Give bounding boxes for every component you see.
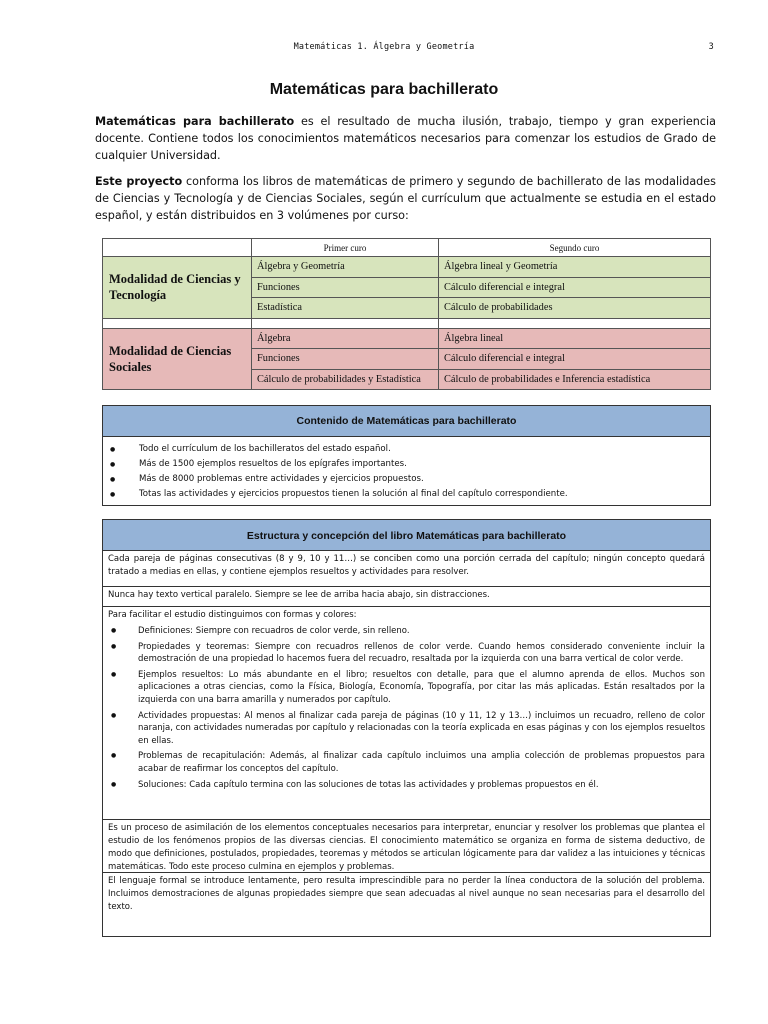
estructura-box: [102, 519, 711, 937]
estructura-lenguaje: El lenguaje formal se introduce lentamente, pero resulta imprescindible para no perder la línea conductora de la solución del problema. Incluimos demostraciones de algunas propiedades siempre que sean adecuadas al nivel aunque no sean necesarias para el desarrollo del texto.: [108, 876, 705, 912]
table-cell: Álgebra lineal y Geometría: [439, 257, 711, 278]
table-cell: Cálculo de probabilidades e Inferencia estadística: [439, 369, 711, 390]
form-term: Actividades propuestas: [138, 710, 238, 721]
spacer-cell: [439, 318, 711, 328]
table-cell: Cálculo diferencial e integral: [439, 277, 711, 298]
modality-sociales-label: Modalidad de Ciencias Sociales: [103, 328, 252, 390]
intro-lead-1: Matemáticas para bachillerato: [95, 115, 295, 128]
form-text: : Siempre con recuadros rellenos de color verde. Cuando hemos considerado conveniente incluir la demostración de una propiedad lo hacemos fuera del recuadro, resaltada por la izquierda con una barra vertical de color verde.: [138, 641, 705, 665]
list-item: [108, 750, 705, 775]
form-term: Problemas de recapitulación: [138, 751, 263, 762]
estructura-intro: Cada pareja de páginas consecutivas (8 y 9, 10 y 11…) se conciben como una porción cerrada del capítulo; ningún concepto quedará tratado a medias en ellas, y contiene ejemplos resueltos y actividades para resolver.: [103, 551, 710, 587]
courses-header-row: [103, 239, 711, 257]
estructura-title: Estructura y concepción del libro Matemáticas para bachillerato: [103, 520, 710, 551]
form-text: : Siempre con recuadros de color verde, sin relleno.: [190, 626, 410, 636]
table-row: [103, 328, 711, 349]
col-header-second: Segundo curo: [439, 239, 711, 257]
intro-paragraph-2: [95, 173, 716, 224]
intro-lead-2: Este proyecto: [95, 175, 183, 188]
table-cell: Cálculo de probabilidades y Estadística: [252, 369, 439, 390]
table-cell: Cálculo diferencial e integral: [439, 349, 711, 370]
spacer-cell: [103, 318, 252, 328]
courses-table: [102, 238, 711, 390]
estructura-vertical-note: Nunca hay texto vertical paralelo. Siempre se lee de arriba hacia abajo, sin distracciones.: [103, 587, 710, 607]
list-item: ● Más de 8000 problemas entre actividades y ejercicios propuestos.: [103, 472, 710, 487]
intro-text-1: es el resultado de mucha ilusión, trabajo, tiempo y gran experiencia docente. Contiene todos los conocimientos matemáticos necesarios para comenzar los estudios de Grado de cualquier Universidad.: [95, 115, 716, 162]
table-cell: Funciones: [252, 277, 439, 298]
list-item: [108, 625, 705, 638]
forms-list: [108, 625, 705, 791]
form-text: : Además, al finalizar cada capítulo incluimos una amplia colección de problemas propuestos para acabar de reafirmar los conceptos del capítulo.: [138, 751, 705, 774]
contenido-title: Contenido de Matemáticas para bachillerato: [103, 406, 710, 437]
intro-paragraph-1: [95, 113, 716, 164]
estructura-proceso: Es un proceso de asimilación de los elementos conceptuales necesarios para interpretar, enunciar y resolver los problemas que plantea el estudio de los fenómenos propios de las diversas ciencias. El conocimiento matemático se organiza en forma de sistema deductivo, de modo que definiciones, postulados, propiedades, teoremas y métodos se articulan lógicamente para dar validez a las intuiciones y técnicas matemáticas. Todo este proceso culmina en ejemplos y problemas.: [103, 820, 710, 873]
list-item: [108, 641, 705, 666]
table-cell: Álgebra: [252, 328, 439, 349]
col-header-first: Primer curo: [252, 239, 439, 257]
table-spacer-row: [103, 318, 711, 328]
contenido-box: [102, 405, 711, 506]
table-row: [103, 257, 711, 278]
courses-corner-cell: [103, 239, 252, 257]
form-term: Propiedades y teoremas: [138, 641, 247, 652]
list-item: ● Más de 1500 ejemplos resueltos de los epígrafes importantes.: [103, 457, 710, 472]
page-title: Matemáticas para bachillerato: [269, 81, 499, 98]
form-term: Definiciones: [138, 626, 191, 636]
page-number: 3: [708, 42, 714, 52]
table-cell: Álgebra y Geometría: [252, 257, 439, 278]
list-item: ● Todo el currículum de los bachilleratos del estado español.: [103, 442, 710, 457]
forms-intro: Para facilitar el estudio distinguimos con formas y colores:: [108, 610, 357, 620]
form-term: Ejemplos resueltos: [138, 669, 221, 680]
form-term: Soluciones: [138, 779, 184, 790]
table-cell: Álgebra lineal: [439, 328, 711, 349]
table-cell: Cálculo de probabilidades: [439, 298, 711, 319]
table-cell: Funciones: [252, 349, 439, 370]
running-title: Matemáticas 1. Álgebra y Geometría: [293, 42, 475, 52]
form-text: : Al menos al finalizar cada pareja de páginas (10 y 11, 12 y 13…) incluimos un recuadro, relleno de color naranja, con actividades numeradas por capítulo y relacionadas con la teoría explicada en esas páginas y con los ejemplos resueltos en ellas.: [138, 710, 705, 746]
list-item: [108, 779, 705, 792]
modality-ciencias-label: Modalidad de Ciencias y Tecnología: [103, 257, 252, 319]
spacer-cell: [252, 318, 439, 328]
list-item: [108, 710, 705, 748]
table-cell: Estadística: [252, 298, 439, 319]
intro-text-2: conforma los libros de matemáticas de primero y segundo de bachillerato de las modalidades de Ciencias y Tecnología y de Ciencias Sociales, según el currículum que actualmente se estudia en el estado español, y están distribuidos en 3 volúmenes por curso:: [95, 175, 716, 222]
list-item: [108, 669, 705, 707]
contenido-list: [103, 437, 710, 502]
list-item: ● Totas las actividades y ejercicios propuestos tienen la solución al final del capítulo correspondiente.: [103, 487, 710, 502]
estructura-forms-section: [103, 607, 710, 820]
form-text: : Lo más abundante en el libro; resueltos con detalle, para que el alumno aprenda de ellos. Muchos son aplicaciones a otras ciencias, como la Física, Biología, Economía, Topografía, por citar las más aplicadas. Están resaltados por la izquierda con una barra amarilla y numerados por capítulo.: [138, 669, 705, 705]
form-text: : Cada capítulo termina con las soluciones de totas las actividades y problemas propuestos en él.: [183, 779, 599, 790]
